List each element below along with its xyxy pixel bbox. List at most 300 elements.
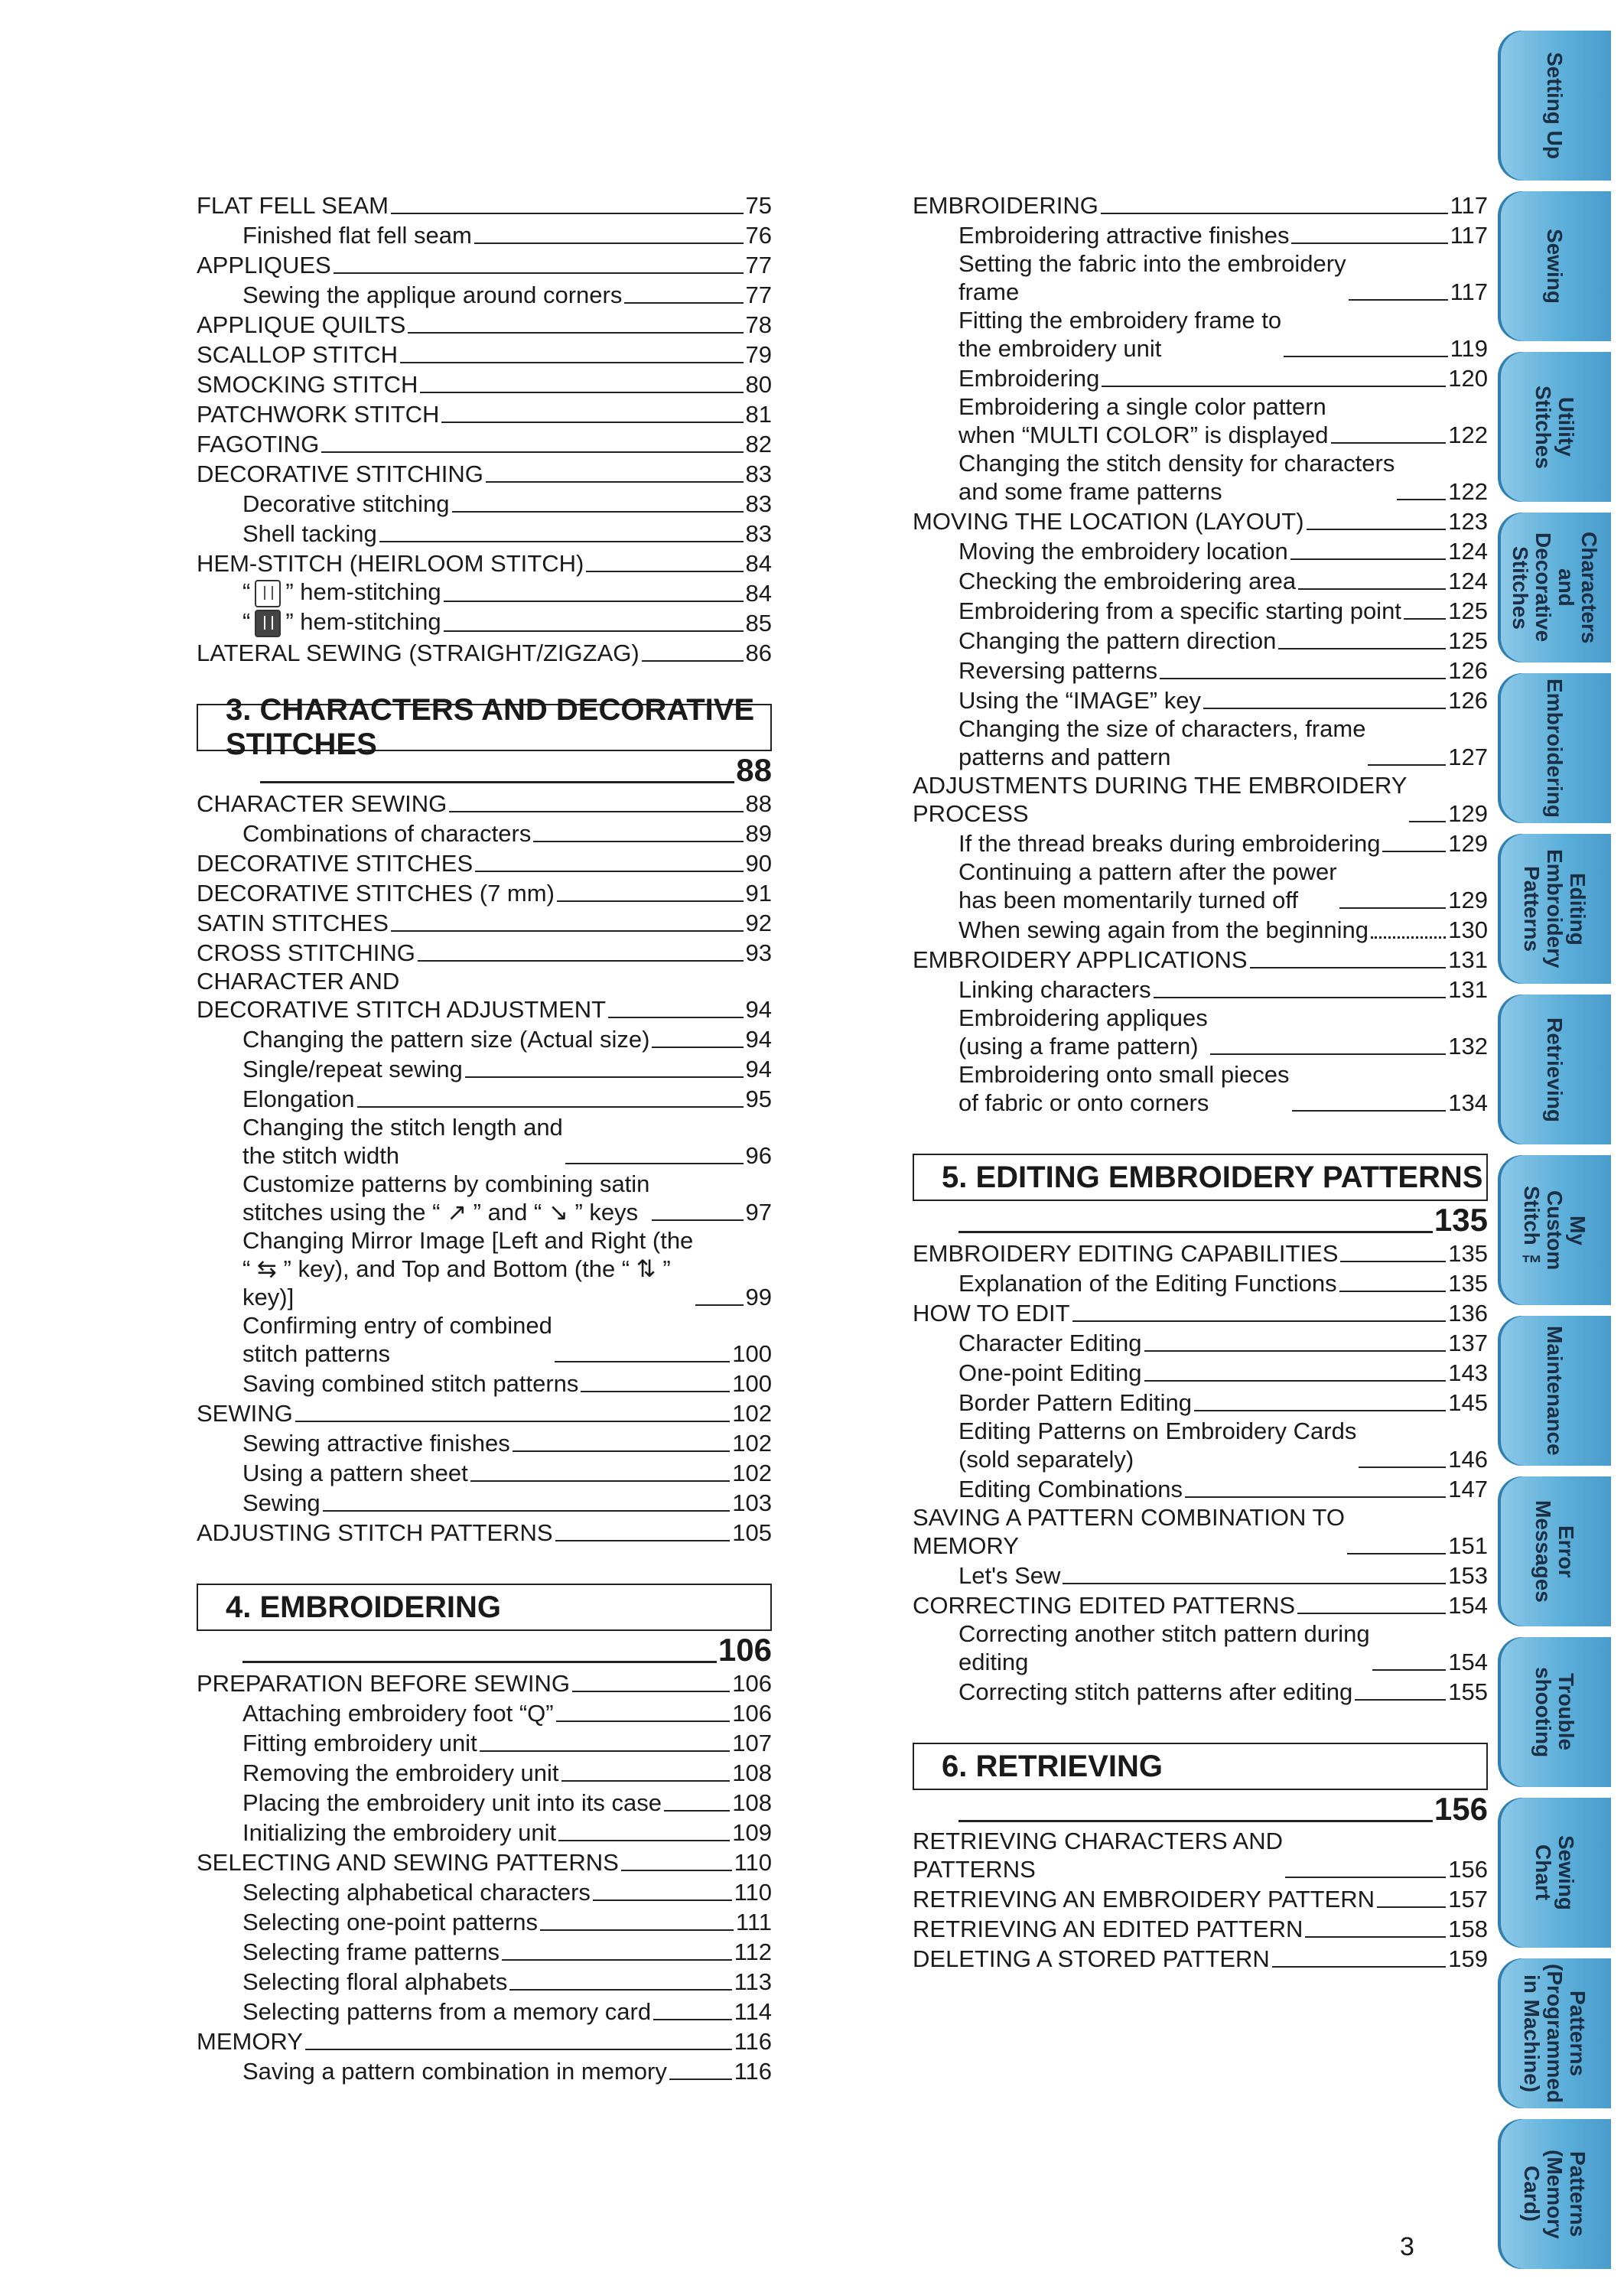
leader-line: [470, 1480, 731, 1482]
toc-entry-title: EMBROIDERY EDITING CAPABILITIES: [913, 1240, 1339, 1267]
toc-entry-page: 129: [1448, 887, 1488, 913]
toc-entry-page: 130: [1448, 916, 1488, 943]
toc-entry: [197, 1170, 772, 1226]
toc-entry-page: 79: [745, 341, 772, 368]
toc-entry-title: Selecting frame patterns: [242, 1939, 500, 1965]
toc-entry: [913, 1883, 1488, 1913]
leader-line: [1144, 1380, 1447, 1382]
toc-entry-page: 75: [745, 192, 772, 219]
toc-entry-title: Finished flat fell seam: [242, 222, 472, 249]
toc-entry-title: FLAT FELL SEAM: [197, 192, 389, 219]
leader-line: [400, 362, 744, 363]
chapter-tab[interactable]: [1498, 513, 1611, 662]
toc-entry-page: 135: [1448, 1270, 1488, 1297]
leader-line: [1194, 1410, 1446, 1411]
toc-entry-page: 131: [1448, 976, 1488, 1003]
toc-entry-page: 81: [745, 401, 772, 428]
toc-entry-title: Checking the embroidering area: [958, 568, 1297, 594]
toc-entry: [197, 1877, 772, 1906]
toc-entry: [197, 2026, 772, 2056]
toc-entry-page: 153: [1448, 1562, 1488, 1589]
leader-line: [323, 1510, 731, 1512]
toc-entry: [197, 578, 772, 607]
section-page: 135: [1434, 1202, 1488, 1238]
toc-entry: [197, 607, 772, 637]
toc-entry-title: Border Pattern Editing: [958, 1389, 1193, 1416]
toc-entry: [913, 1503, 1488, 1560]
toc-entry-title: One-point Editing: [958, 1359, 1142, 1386]
leader-line: [653, 2019, 731, 2020]
toc-entry: [197, 548, 772, 578]
toc-entry: [197, 1847, 772, 1877]
toc-entry-title: Removing the embroidery unit: [242, 1760, 559, 1786]
toc-entry-title: SELECTING AND SEWING PATTERNS: [197, 1849, 619, 1876]
toc-entry: [197, 1368, 772, 1398]
toc-entry: [913, 1590, 1488, 1620]
leader-line: [1359, 1467, 1446, 1468]
toc-entry: [197, 1906, 772, 1936]
toc-entry-title: Changing the pattern direction: [958, 627, 1277, 654]
leader-line: [1331, 442, 1447, 444]
toc-list: [913, 1238, 1488, 1706]
leader-line: [572, 1691, 730, 1692]
toc-entry-title: Selecting floral alphabets: [242, 1968, 508, 1995]
leader-line: [621, 1870, 732, 1871]
toc-entry-title: Customize patterns by combining satin stitches using the “ ↗ ” and “ ↘ ” keys: [242, 1170, 650, 1226]
toc-entry-title: RETRIEVING CHARACTERS AND PATTERNS: [913, 1828, 1284, 1883]
toc-entry: [913, 1357, 1488, 1387]
toc-entry-page: 129: [1448, 800, 1488, 827]
toc-entry: [197, 279, 772, 309]
toc-entry-title: MEMORY: [197, 2028, 303, 2055]
leader-line: [581, 1391, 730, 1392]
toc-entry: [197, 428, 772, 458]
leader-line: [260, 781, 734, 783]
chapter-tab-label: My Custom Stitch ™: [1520, 1185, 1590, 1275]
leader-line: [1210, 1053, 1447, 1055]
toc-entry-page: 132: [1448, 1033, 1488, 1060]
section-title-box: [913, 1743, 1488, 1790]
toc-entry-page: 155: [1448, 1678, 1488, 1705]
chapter-tab[interactable]: [1498, 994, 1611, 1144]
leader-line: [452, 511, 744, 513]
toc-entry-page: 103: [732, 1489, 772, 1516]
toc-entry-title: PATCHWORK STITCH: [197, 401, 440, 428]
toc-entry: [913, 1676, 1488, 1706]
leader-line: [1291, 243, 1447, 244]
toc-entry-page: 117: [1450, 278, 1488, 305]
leader-line: [391, 213, 744, 214]
toc-entry: [913, 392, 1488, 449]
toc-entry-page: 143: [1448, 1359, 1488, 1386]
section-title-box: [197, 693, 772, 761]
chapter-tab[interactable]: [1498, 352, 1611, 502]
chapter-tab-label: Embroidering: [1543, 678, 1567, 818]
toc-entry: [913, 306, 1488, 363]
toc-entry: [197, 818, 772, 848]
toc-entry: [913, 1238, 1488, 1268]
toc-entry-title: DECORATIVE STITCHES: [197, 850, 474, 877]
leader-line: [242, 1661, 717, 1663]
toc-entry: [197, 190, 772, 220]
leader-line: [418, 960, 744, 962]
leader-line: [1185, 1496, 1446, 1498]
leader-line: [444, 601, 744, 602]
toc-entry-page: 102: [732, 1430, 772, 1457]
toc-entry: [197, 877, 772, 907]
toc-entry-page: 129: [1448, 830, 1488, 857]
toc-entry: [197, 220, 772, 249]
toc-entry: [913, 249, 1488, 306]
section-title-box: [913, 1154, 1488, 1201]
section-title: 6. RETRIEVING: [942, 1749, 1163, 1783]
toc-entry-title: Changing the stitch length and the stitch width: [242, 1114, 563, 1169]
toc-entry-page: 106: [732, 1700, 772, 1727]
leader-line: [958, 1231, 1433, 1233]
toc-entry: [197, 1398, 772, 1427]
toc-entry: [197, 907, 772, 937]
chapter-tab[interactable]: [1498, 834, 1611, 984]
toc-entry: [913, 1560, 1488, 1590]
leader-line: [642, 660, 744, 662]
leader-line: [958, 1820, 1433, 1822]
toc-entry-title: Sewing the applique around corners: [242, 282, 623, 308]
toc-entry-title: ADJUSTMENTS DURING THE EMBROIDERY PROCESS: [913, 772, 1408, 827]
toc-entry-title: RETRIEVING AN EDITED PATTERN: [913, 1916, 1303, 1942]
leader-line: [1072, 1320, 1447, 1322]
leader-line: [474, 243, 744, 244]
leader-line: [1285, 1877, 1446, 1878]
toc-entry: [197, 488, 772, 518]
toc-entry: [913, 220, 1488, 249]
chapter-tab-label: Patterns (Memory Card): [1520, 2149, 1590, 2239]
toc-left-column: [197, 190, 772, 2090]
leader-line: [513, 1450, 730, 1452]
toc-entry-title: EMBROIDERY APPLICATIONS: [913, 946, 1248, 973]
chapter-tab[interactable]: [1498, 1316, 1611, 1466]
toc-entry-title: CORRECTING EDITED PATTERNS: [913, 1592, 1296, 1619]
section-page: 88: [736, 752, 772, 788]
toc-entry-title: Character Editing: [958, 1330, 1142, 1356]
toc-entry-page: 135: [1448, 1240, 1488, 1267]
toc-entry-title: Decorative stitching: [242, 490, 450, 517]
toc-entry-title: Embroidering appliques (using a frame pattern): [958, 1004, 1208, 1060]
toc-entry: [197, 937, 772, 967]
section-page-line: [913, 1201, 1488, 1238]
toc-entry-title: CHARACTER SEWING: [197, 790, 447, 817]
toc-entry-title: Continuing a pattern after the power has been momentarily turned off: [958, 858, 1337, 913]
toc-entry: [913, 449, 1488, 506]
toc-entry-page: 83: [745, 461, 772, 487]
toc-entry-title: Attaching embroidery foot “Q”: [242, 1700, 554, 1727]
toc-entry-page: 147: [1448, 1476, 1488, 1502]
toc-entry-page: 92: [745, 910, 772, 936]
toc-entry-page: 96: [745, 1142, 772, 1169]
toc-entry-title: Embroidering onto small pieces of fabric or onto corners: [958, 1061, 1290, 1116]
chapter-tab-label: Sewing Chart: [1531, 1834, 1578, 1910]
chapter-tab[interactable]: [1498, 673, 1611, 823]
chapter-tab[interactable]: [1498, 2119, 1611, 2269]
toc-entry-title: Using the “IMAGE” key: [958, 687, 1201, 714]
toc-entry-page: 108: [732, 1760, 772, 1786]
toc-right-column: [913, 190, 1488, 1978]
toc-entry-page: 83: [745, 490, 772, 517]
toc-entry-title: CROSS STITCHING: [197, 939, 415, 966]
toc-entry-page: 117: [1450, 192, 1488, 219]
toc-entry-title: Changing the size of characters, frame patterns and pattern: [958, 715, 1366, 770]
chapter-tab[interactable]: [1498, 1958, 1611, 2108]
leader-line: [540, 1929, 734, 1931]
toc-entry-title: Selecting one-point patterns: [242, 1909, 539, 1935]
chapter-tab[interactable]: [1498, 1798, 1611, 1948]
section-title: 4. EMBROIDERING: [226, 1590, 502, 1624]
toc-entry-page: 134: [1448, 1089, 1488, 1116]
toc-entry: [913, 1060, 1488, 1117]
toc-entry-title: Embroidering a single color pattern when “MULTI COLOR” is displayed: [958, 393, 1329, 448]
toc-entry: [197, 967, 772, 1024]
toc-entry-page: 114: [734, 1998, 772, 2025]
leader-line: [1377, 1906, 1446, 1908]
toc-entry: [913, 536, 1488, 565]
toc-entry-page: 97: [745, 1199, 772, 1226]
toc-entry-title: ADJUSTING STITCH PATTERNS: [197, 1519, 553, 1546]
chapter-tab-label: Maintenance: [1543, 1326, 1567, 1456]
section-6: [913, 1743, 1488, 1973]
leader-line: [586, 571, 743, 572]
leader-line: [420, 392, 743, 393]
toc-entry-title: Placing the embroidery unit into its case: [242, 1789, 662, 1816]
toc-entry-title: Moving the embroidery location: [958, 538, 1288, 565]
toc-entry-page: 154: [1448, 1649, 1488, 1675]
toc-entry-title: Linking characters: [958, 976, 1151, 1003]
leader-line: [533, 841, 743, 842]
toc-entry-title: SAVING A PATTERN COMBINATION TO MEMORY: [913, 1504, 1345, 1559]
toc-entry-title: CHARACTER AND DECORATIVE STITCH ADJUSTMENT: [197, 968, 607, 1023]
leader-line: [652, 1219, 743, 1221]
toc-entry: [913, 1327, 1488, 1357]
toc-entry-title: APPLIQUE QUILTS: [197, 311, 406, 338]
toc-entry-title: If the thread breaks during embroidering: [958, 830, 1381, 857]
toc-entry: [197, 1668, 772, 1698]
toc-entry: [197, 2056, 772, 2085]
toc-entry-page: 124: [1448, 538, 1488, 565]
toc-entry-title-part: “: [242, 608, 251, 636]
toc-entry: [913, 1417, 1488, 1473]
toc-entry-title: DELETING A STORED PATTERN: [913, 1945, 1270, 1972]
chapter-tab[interactable]: [1498, 1476, 1611, 1626]
toc-entry: [913, 1620, 1488, 1676]
toc-entry-title: HEM-STITCH (HEIRLOOM STITCH): [197, 550, 584, 577]
toc-entry: [197, 1311, 772, 1368]
leader-line: [1063, 1583, 1446, 1584]
leader-line: [1272, 1966, 1446, 1968]
toc-entry-page: 107: [732, 1730, 772, 1756]
toc-entry: [197, 1053, 772, 1083]
toc-entry: [913, 655, 1488, 685]
leader-line: [1101, 213, 1448, 214]
toc-entry-title-part: ” hem-stitching: [285, 578, 441, 606]
toc-entry: [913, 1387, 1488, 1417]
toc-entry-title: Fitting the embroidery frame to the embroidery unit: [958, 307, 1282, 362]
section-title: 5. EDITING EMBROIDERY PATTERNS: [942, 1160, 1483, 1194]
toc-entry-title: EMBROIDERING: [913, 192, 1098, 219]
page-number: 3: [1400, 2232, 1414, 2261]
section-page-line: [197, 1631, 772, 1668]
chapter-tab-label: Editing Embroidery Patterns: [1520, 849, 1590, 968]
toc-entry-title: LATERAL SEWING (STRAIGHT/ZIGZAG): [197, 640, 640, 666]
toc-entry-title: [242, 607, 441, 637]
toc-entry-title: MOVING THE LOCATION (LAYOUT): [913, 508, 1304, 535]
toc-entry-page: 112: [734, 1939, 772, 1965]
leader-line: [444, 630, 744, 632]
toc-entry: [913, 595, 1488, 625]
toc-entry: [197, 1487, 772, 1517]
chapter-tab[interactable]: [1498, 1155, 1611, 1305]
toc-entry: [197, 1457, 772, 1487]
toc-entry-page: 78: [745, 311, 772, 338]
leader-line: [391, 930, 744, 932]
toc-entry-title: Selecting alphabetical characters: [242, 1879, 591, 1906]
leader-line: [1349, 299, 1448, 301]
toc-entry-title: Correcting stitch patterns after editing: [958, 1678, 1353, 1705]
leader-line: [1144, 1350, 1447, 1352]
toc-entry-page: 109: [732, 1819, 772, 1846]
toc-entry: [913, 363, 1488, 392]
toc-entry: [913, 771, 1488, 828]
leader-line: [465, 1076, 744, 1078]
toc-entry-page: 83: [745, 520, 772, 547]
toc-entry-page: 84: [745, 550, 772, 577]
toc-entry-title: SMOCKING STITCH: [197, 371, 418, 398]
toc-entry: [197, 309, 772, 339]
toc-entry: [913, 1827, 1488, 1883]
toc-entry: [913, 858, 1488, 914]
leader-line: [1297, 1613, 1446, 1614]
leader-line: [608, 1017, 743, 1018]
toc-entry-page: 151: [1448, 1532, 1488, 1559]
leader-line: [1397, 499, 1446, 500]
toc-entry-page: 113: [734, 1968, 772, 1995]
chapter-tab-label: Setting Up: [1543, 52, 1567, 159]
toc-entry: [913, 190, 1488, 220]
toc-entry-page: 116: [734, 2028, 772, 2055]
toc-entry: [913, 974, 1488, 1004]
leader-line: [475, 871, 743, 872]
toc-entry-title: APPLIQUES: [197, 252, 331, 278]
section-title: 3. CHARACTERS AND DECORATIVE STITCHES: [226, 693, 755, 761]
leader-line: [1102, 386, 1446, 387]
toc-entry: [913, 506, 1488, 536]
leader-line: [408, 332, 743, 334]
toc-entry-page: 110: [734, 1879, 772, 1906]
leader-line: [480, 1750, 731, 1752]
toc-entry: [197, 458, 772, 488]
leader-line: [1372, 1669, 1447, 1671]
toc-entry: [913, 1913, 1488, 1943]
leader-line: [486, 481, 744, 483]
toc-entry-page: 120: [1448, 365, 1488, 392]
toc-entry-page: 122: [1448, 478, 1488, 505]
leader-line: [1382, 851, 1446, 852]
toc-entry: [197, 1966, 772, 1996]
toc-entry-page: 86: [745, 640, 772, 666]
toc-entry-title: Saving combined stitch patterns: [242, 1370, 579, 1397]
toc-entry-title: Reversing patterns: [958, 657, 1158, 684]
toc-entry-title: Embroidering from a specific starting point: [958, 597, 1401, 624]
toc-entry-page: 157: [1448, 1886, 1488, 1912]
toc-entry: [197, 1113, 772, 1170]
section-3: [197, 693, 772, 1547]
toc-entry-page: 102: [732, 1460, 772, 1486]
section-page: 156: [1434, 1791, 1488, 1827]
toc-entry: [913, 565, 1488, 595]
leader-line: [1160, 678, 1446, 679]
leader-line: [1409, 821, 1446, 822]
toc-entry-page: 122: [1448, 422, 1488, 448]
leader-line: [509, 1989, 731, 1991]
leader-line: [555, 1540, 731, 1541]
toc-entry-title: Initializing the embroidery unit: [242, 1819, 557, 1846]
toc-entry-page: 126: [1448, 657, 1488, 684]
toc-entry: [197, 518, 772, 548]
section-5: [913, 1154, 1488, 1706]
toc-entry: [913, 1473, 1488, 1503]
toc-entry: [197, 1727, 772, 1757]
toc-entry-title: Sewing attractive finishes: [242, 1430, 510, 1457]
leader-line: [1250, 967, 1447, 968]
toc-entry-page: 146: [1448, 1446, 1488, 1473]
toc-entry: [913, 1943, 1488, 1973]
toc-entry: [197, 399, 772, 428]
toc-entry-page: 126: [1448, 687, 1488, 714]
toc-list: [197, 190, 772, 667]
toc-entry: [913, 1297, 1488, 1327]
toc-entry-page: 100: [732, 1370, 772, 1397]
chapter-tab[interactable]: [1498, 191, 1611, 341]
leader-line: [561, 1780, 731, 1782]
toc-entry-title: Explanation of the Editing Functions: [958, 1270, 1337, 1297]
leader-line: [379, 541, 744, 542]
leader-line: [1298, 588, 1446, 590]
leader-line: [1290, 558, 1446, 560]
section-title-box: [197, 1584, 772, 1631]
chapter-tab[interactable]: [1498, 31, 1611, 181]
toc-entry: [913, 1004, 1488, 1060]
toc-entry-page: 80: [745, 371, 772, 398]
chapter-tab-label: Sewing: [1543, 228, 1567, 304]
toc-entry: [197, 788, 772, 818]
toc-entry-title: Changing the pattern size (Actual size): [242, 1026, 650, 1053]
leader-line: [1340, 1261, 1446, 1262]
chapter-tab[interactable]: [1498, 1637, 1611, 1787]
leader-line: [1355, 1699, 1446, 1701]
leader-line: [1368, 764, 1446, 766]
toc-entry-page: 123: [1448, 508, 1488, 535]
toc-entry-page: 159: [1448, 1945, 1488, 1972]
chapter-tab-label: Retrieving: [1543, 1017, 1567, 1122]
toc-entry-page: 77: [745, 282, 772, 308]
toc-entry: [197, 637, 772, 667]
toc-entry: [197, 1787, 772, 1817]
toc-entry-title: Confirming entry of combined stitch patterns: [242, 1312, 552, 1367]
toc-entry: [197, 339, 772, 369]
leader-line: [555, 1361, 730, 1362]
toc-entry-page: 94: [745, 996, 772, 1023]
toc-entry-title: Setting the fabric into the embroidery frame: [958, 250, 1346, 305]
leader-line: [1404, 618, 1446, 620]
leader-line: [502, 1959, 732, 1961]
toc-entry-page: 125: [1448, 627, 1488, 654]
